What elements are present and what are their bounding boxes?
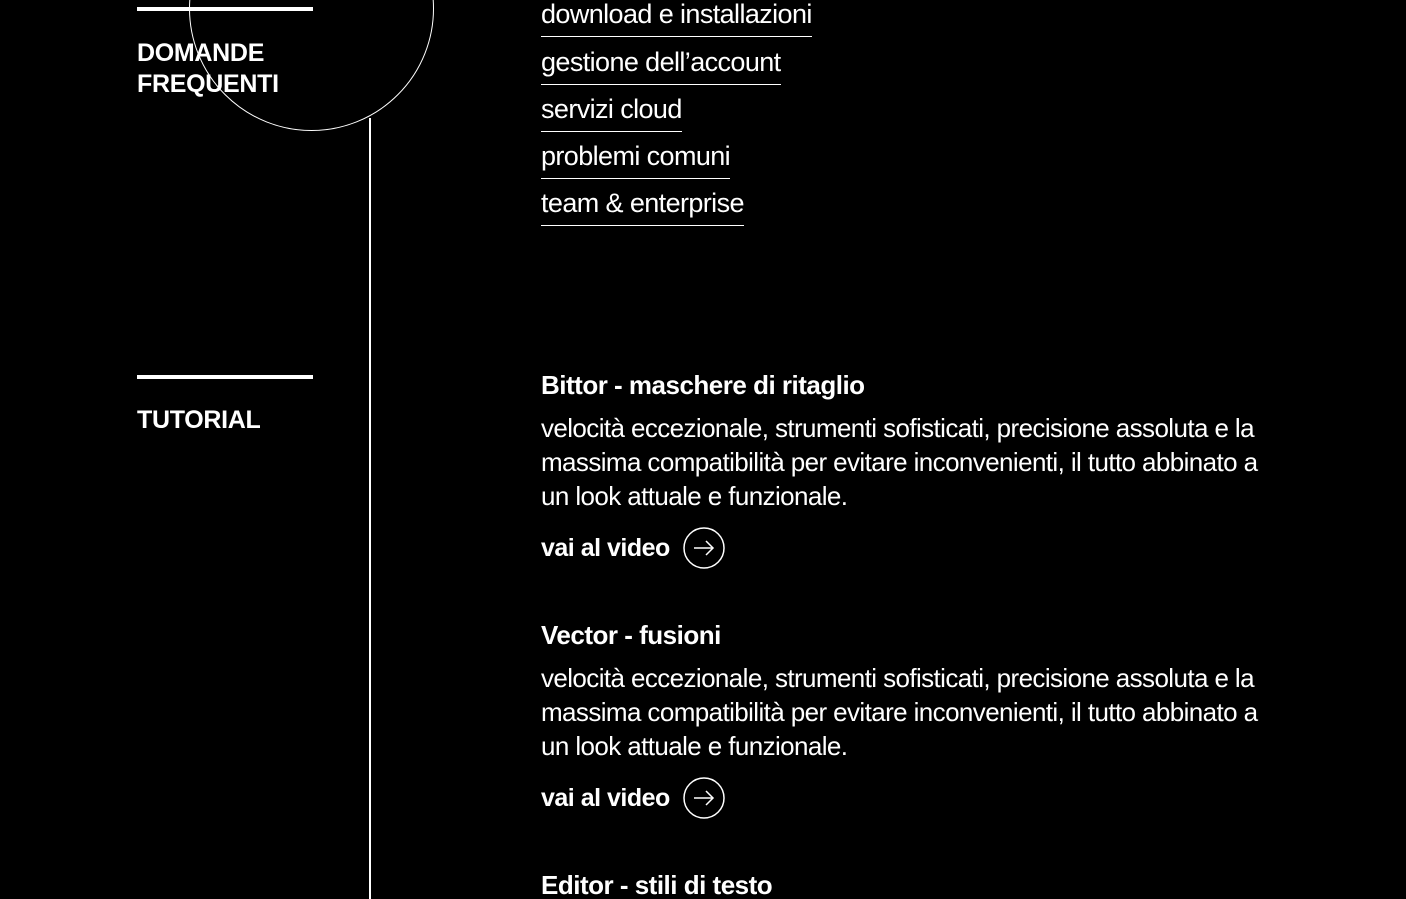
- tutorial-title: Editor - stili di testo: [541, 870, 773, 899]
- watch-video-link[interactable]: [541, 777, 725, 819]
- tutorial-item: [541, 369, 1281, 569]
- tutorial-description: velocità eccezionale, strumenti sofisticati, precisione assoluta e la massima compatibilità per evitare inconvenienti, il tutto abbinato a un look attuale e funzionale.: [541, 663, 1258, 761]
- faq-link-download[interactable]: download e installazioni: [541, 0, 812, 37]
- faq-link-account[interactable]: gestione dell’account: [541, 46, 781, 85]
- tutorial-title: Bittor - maschere di ritaglio: [541, 370, 865, 400]
- faq-link-team[interactable]: team & enterprise: [541, 187, 744, 226]
- faq-item-download: [541, 0, 812, 37]
- faq-section-rule: [137, 7, 313, 11]
- tutorial-section-title: TUTORIAL: [137, 406, 261, 434]
- watch-video-label: vai al video: [541, 783, 670, 812]
- watch-video-label: vai al video: [541, 533, 670, 562]
- faq-section-title: DOMANDE FREQUENTI: [137, 39, 279, 98]
- faq-item-account: [541, 46, 781, 85]
- faq-item-problems: [541, 140, 730, 179]
- tutorial-description: velocità eccezionale, strumenti sofisticati, precisione assoluta e la massima compatibilità per evitare inconvenienti, il tutto abbinato a un look attuale e funzionale.: [541, 413, 1258, 511]
- faq-link-cloud[interactable]: servizi cloud: [541, 93, 682, 132]
- decorative-vertical-line: [369, 118, 371, 899]
- arrow-right-circle-icon: [683, 777, 725, 819]
- watch-video-link[interactable]: [541, 527, 725, 569]
- tutorial-title: Vector - fusioni: [541, 620, 721, 650]
- faq-item-team: [541, 187, 744, 226]
- tutorial-section-rule: [137, 375, 313, 379]
- faq-link-problems[interactable]: problemi comuni: [541, 140, 730, 179]
- faq-item-cloud: [541, 93, 682, 132]
- arrow-right-circle-icon: [683, 527, 725, 569]
- tutorial-item: [541, 619, 1281, 819]
- tutorial-item: [541, 869, 1281, 899]
